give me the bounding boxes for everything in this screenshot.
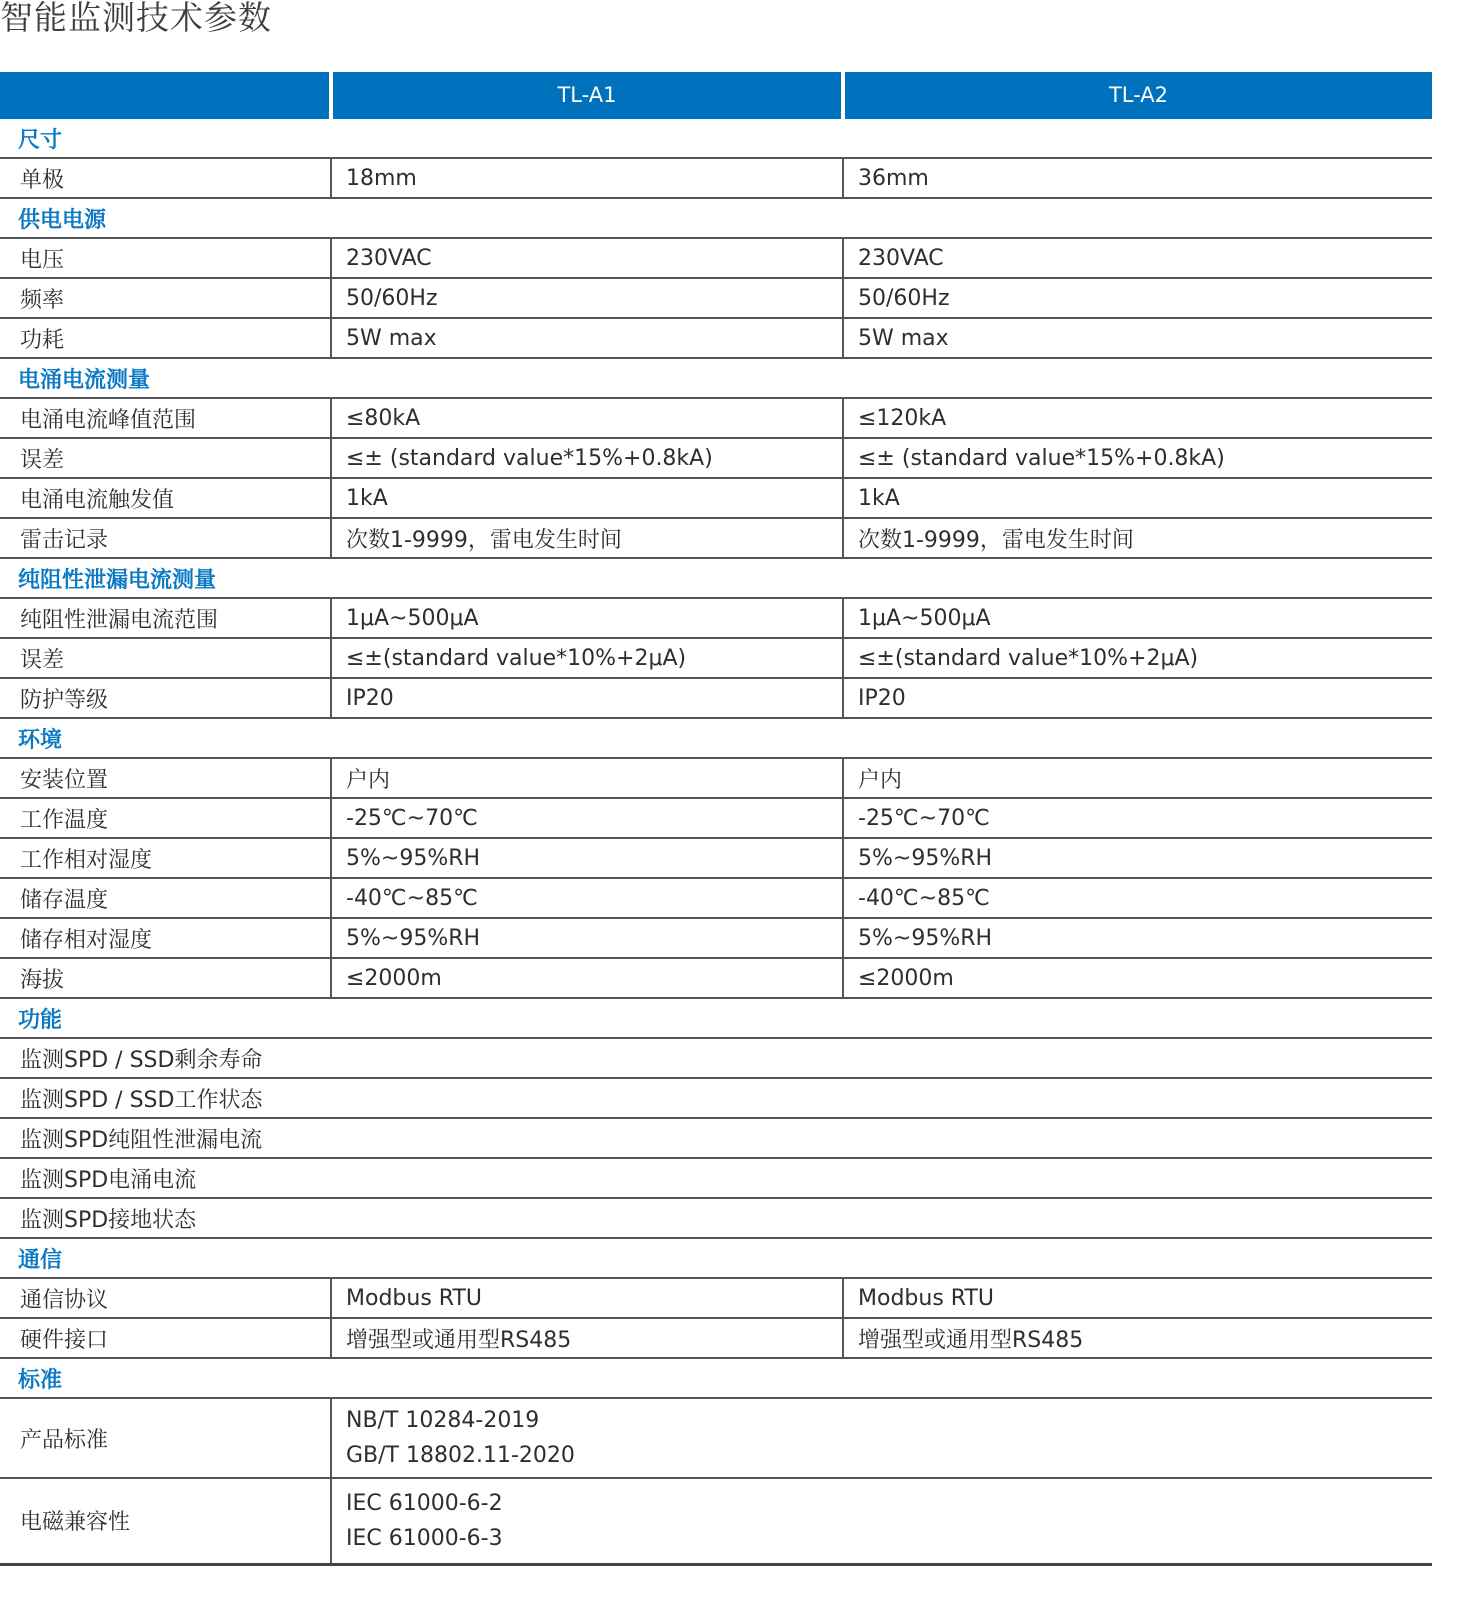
section-header (0, 998, 1432, 1038)
standard-line: NB/T 10284-2019 (346, 1408, 540, 1433)
value-a2: 5W max (843, 318, 1432, 358)
value-a1: 50/60Hz (331, 278, 843, 318)
value-a1: -25℃~70℃ (331, 798, 843, 838)
table-header (0, 72, 1432, 118)
spec-table (0, 72, 1432, 1566)
table-row (0, 918, 1432, 958)
value-a2: 36mm (843, 158, 1432, 198)
table-row (0, 518, 1432, 558)
table-row (0, 158, 1432, 198)
row-label: 储存温度 (0, 878, 331, 918)
row-label: 防护等级 (0, 678, 331, 718)
row-label: 雷击记录 (0, 518, 331, 558)
table-row (0, 1278, 1432, 1318)
list-item (0, 1118, 1432, 1158)
row-label: 工作相对湿度 (0, 838, 331, 878)
value-a2: 230VAC (843, 238, 1432, 278)
table-row (0, 318, 1432, 358)
table-row (0, 798, 1432, 838)
table-row (0, 758, 1432, 798)
section-header (0, 718, 1432, 758)
row-label: 频率 (0, 278, 331, 318)
section-title-environment: 环境 (0, 718, 1432, 758)
row-label: 通信协议 (0, 1278, 331, 1318)
row-label: 误差 (0, 438, 331, 478)
section-title-comm: 通信 (0, 1238, 1432, 1278)
value-a1: Modbus RTU (331, 1278, 843, 1318)
standard-values (331, 1398, 1432, 1478)
standard-line: IEC 61000-6-2 (346, 1490, 503, 1516)
page-title: 智能监测技术参数 (0, 0, 272, 37)
section-header (0, 358, 1432, 398)
value-a2: Modbus RTU (843, 1278, 1432, 1318)
row-label: 储存相对湿度 (0, 918, 331, 958)
section-title-surge: 电涌电流测量 (0, 358, 1432, 398)
table-row (0, 1318, 1432, 1358)
value-a2: 1μA~500μA (843, 598, 1432, 638)
table-row (0, 478, 1432, 518)
list-item (0, 1038, 1432, 1078)
row-label: 电压 (0, 238, 331, 278)
value-a2: -25℃~70℃ (843, 798, 1432, 838)
value-a2: 1kA (843, 478, 1432, 518)
value-a2: 5%~95%RH (843, 838, 1432, 878)
table-row (0, 398, 1432, 438)
value-a1: 次数1-9999，雷电发生时间 (331, 518, 843, 558)
table-row (0, 638, 1432, 678)
value-a1: 增强型或通用型RS485 (331, 1318, 843, 1358)
value-a2: -40℃~85℃ (843, 878, 1432, 918)
section-header (0, 118, 1432, 158)
value-a1: IP20 (331, 678, 843, 718)
feature-item: 监测SPD纯阻性泄漏电流 (0, 1118, 1432, 1158)
table-row (0, 598, 1432, 638)
list-item (0, 1158, 1432, 1198)
row-label: 纯阻性泄漏电流范围 (0, 598, 331, 638)
standard-values (331, 1478, 1432, 1564)
row-label: 电涌电流触发值 (0, 478, 331, 518)
feature-item: 监测SPD / SSD剩余寿命 (0, 1038, 1432, 1078)
row-label: 工作温度 (0, 798, 331, 838)
table-row (0, 1398, 1432, 1478)
value-a1: 18mm (331, 158, 843, 198)
value-a2: 户内 (843, 758, 1432, 798)
row-label: 误差 (0, 638, 331, 678)
table-row (0, 1478, 1432, 1564)
feature-item: 监测SPD接地状态 (0, 1198, 1432, 1238)
row-label: 电磁兼容性 (0, 1478, 331, 1564)
table-row (0, 278, 1432, 318)
header-label-cell (0, 72, 331, 118)
value-a1: 户内 (331, 758, 843, 798)
table-row (0, 238, 1432, 278)
value-a1: 5W max (331, 318, 843, 358)
row-label: 安装位置 (0, 758, 331, 798)
value-a1: 5%~95%RH (331, 838, 843, 878)
row-label: 电涌电流峰值范围 (0, 398, 331, 438)
value-a1: ≤±(standard value*10%+2μA) (331, 638, 843, 678)
value-a2: ≤2000m (843, 958, 1432, 998)
value-a1: 1kA (331, 478, 843, 518)
section-title-size: 尺寸 (0, 118, 1432, 158)
section-header (0, 558, 1432, 598)
row-label: 功耗 (0, 318, 331, 358)
table-row (0, 678, 1432, 718)
value-a2: IP20 (843, 678, 1432, 718)
table-row (0, 438, 1432, 478)
standard-line: GB/T 18802.11-2020 (346, 1443, 575, 1468)
section-title-function: 功能 (0, 998, 1432, 1038)
row-label: 硬件接口 (0, 1318, 331, 1358)
feature-item: 监测SPD / SSD工作状态 (0, 1078, 1432, 1118)
section-title-power: 供电电源 (0, 198, 1432, 238)
value-a2: 次数1-9999，雷电发生时间 (843, 518, 1432, 558)
section-title-leakage: 纯阻性泄漏电流测量 (0, 558, 1432, 598)
value-a1: 230VAC (331, 238, 843, 278)
value-a1: -40℃~85℃ (331, 878, 843, 918)
value-a2: ≤± (standard value*15%+0.8kA) (843, 438, 1432, 478)
value-a1: 5%~95%RH (331, 918, 843, 958)
table-row (0, 958, 1432, 998)
value-a1: ≤2000m (331, 958, 843, 998)
value-a1: 1μA~500μA (331, 598, 843, 638)
row-label: 产品标准 (0, 1398, 331, 1478)
value-a1: ≤80kA (331, 398, 843, 438)
standard-line: IEC 61000-6-3 (346, 1525, 503, 1551)
feature-item: 监测SPD电涌电流 (0, 1158, 1432, 1198)
value-a1: ≤± (standard value*15%+0.8kA) (331, 438, 843, 478)
section-header (0, 198, 1432, 238)
row-label: 单极 (0, 158, 331, 198)
section-title-standard: 标准 (0, 1358, 1432, 1398)
value-a2: 50/60Hz (843, 278, 1432, 318)
value-a2: 5%~95%RH (843, 918, 1432, 958)
table-row (0, 878, 1432, 918)
table-row (0, 838, 1432, 878)
list-item (0, 1078, 1432, 1118)
value-a2: ≤±(standard value*10%+2μA) (843, 638, 1432, 678)
header-tl-a2: TL-A2 (843, 72, 1432, 118)
value-a2: 增强型或通用型RS485 (843, 1318, 1432, 1358)
value-a2: ≤120kA (843, 398, 1432, 438)
section-header (0, 1358, 1432, 1398)
header-tl-a1: TL-A1 (331, 72, 843, 118)
section-header (0, 1238, 1432, 1278)
row-label: 海拔 (0, 958, 331, 998)
list-item (0, 1198, 1432, 1238)
